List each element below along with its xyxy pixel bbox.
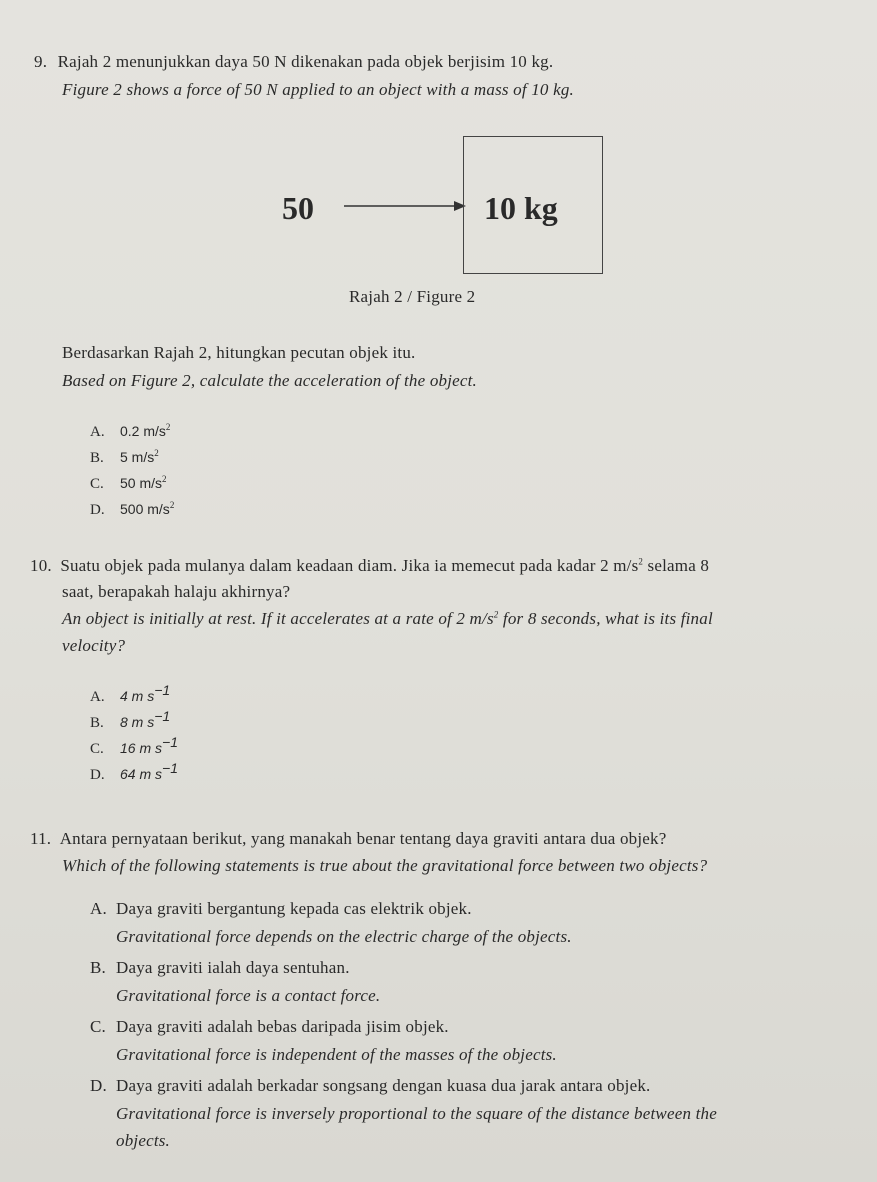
force-label: 50: [282, 190, 314, 226]
q11-text-en: Which of the following statements is true about the gravitational force between two objects?: [62, 856, 708, 875]
option-label: A.: [90, 424, 105, 440]
q11-option-b[interactable]: [90, 958, 350, 978]
option-text-ms: Daya graviti bergantung kepada cas elektrik objek.: [116, 899, 472, 918]
force-arrow-icon: [344, 199, 468, 213]
option-exponent: 2: [169, 500, 175, 510]
q9-prompt-en: Based on Figure 2, calculate the acceleration of the object.: [62, 371, 478, 390]
q10-exp-ms: 2: [638, 556, 644, 567]
q11-text-ms: Antara pernyataan berikut, yang manakah benar tentang daya graviti antara dua objek?: [59, 829, 667, 848]
option-text-ms: Daya graviti ialah daya sentuhan.: [116, 958, 350, 977]
option-exponent: −1: [154, 708, 171, 724]
option-exponent: −1: [162, 760, 178, 776]
q9-option-c[interactable]: [90, 475, 167, 493]
option-exponent: 2: [162, 474, 167, 484]
q10-text-en-b: for 8 seconds, what is its final: [498, 609, 713, 628]
q10-text-ms-b: selama 8: [643, 556, 710, 575]
q11-option-a-en: Gravitational force depends on the electric charge of the objects.: [116, 927, 572, 946]
q9-option-b[interactable]: [90, 449, 159, 467]
option-value: 16 m s: [120, 740, 163, 756]
q11-option-b-en: Gravitational force is a contact force.: [116, 986, 381, 1005]
option-value: 500 m/s: [120, 501, 170, 517]
q10-number: 10.: [30, 556, 52, 575]
q10-option-b[interactable]: [90, 708, 171, 732]
figure-caption-text: Rajah 2 / Figure 2: [349, 287, 476, 306]
option-exponent: 2: [165, 422, 171, 432]
option-value: 64 m s: [120, 766, 163, 782]
q11-option-d-en-1: Gravitational force is inversely proportional to the square of the distance between the: [116, 1104, 717, 1123]
option-exponent: −1: [162, 734, 178, 750]
q11-option-c[interactable]: [90, 1017, 449, 1037]
option-label: C.: [90, 741, 104, 757]
q11-option-a[interactable]: [90, 899, 472, 919]
option-label: A.: [90, 899, 107, 918]
option-exponent: −1: [154, 682, 171, 698]
q9-text-ms: Rajah 2 menunjukkan daya 50 N dikenakan pada objek berjisim 10 kg.: [57, 52, 554, 71]
option-text-ms: Daya graviti adalah berkadar songsang dengan kuasa dua jarak antara objek.: [116, 1076, 651, 1095]
option-value: 50 m/s: [120, 475, 163, 491]
option-text-ms: Daya graviti adalah bebas daripada jisim objek.: [116, 1017, 449, 1036]
q10-line2-ms: saat, berapakah halaju akhirnya?: [62, 582, 291, 601]
option-label: B.: [90, 715, 104, 731]
figure-caption: [349, 287, 475, 307]
q11-number: 11.: [30, 829, 52, 848]
q10-option-d[interactable]: [90, 760, 178, 784]
q9-line-ms: [34, 52, 553, 72]
option-exponent: 2: [154, 448, 159, 458]
q10-line2-en: velocity?: [62, 636, 126, 655]
q10-option-a[interactable]: [90, 682, 171, 706]
option-label: B.: [90, 958, 106, 977]
option-label: D.: [90, 767, 105, 783]
q10-text-ms-a: Suatu objek pada mulanya dalam keadaan diam. Jika ia memecut pada kadar 2 m/s: [60, 556, 639, 575]
option-label: B.: [90, 450, 104, 466]
q10-line1-en: [62, 609, 713, 629]
q10-option-c[interactable]: [90, 734, 178, 758]
option-value: 5 m/s: [120, 449, 155, 465]
option-label: A.: [90, 689, 105, 705]
q11-option-c-en: Gravitational force is independent of the masses of the objects.: [116, 1045, 557, 1064]
q11-option-d[interactable]: [90, 1076, 651, 1096]
q10-line1-ms: [30, 556, 709, 576]
q11-option-d-en-2: objects.: [116, 1131, 171, 1150]
q9-option-a[interactable]: [90, 423, 170, 441]
q10-text-en-a: An object is initially at rest. If it accelerates at a rate of 2 m/s: [62, 609, 494, 628]
q9-number: 9.: [34, 52, 48, 71]
option-label: D.: [90, 1076, 107, 1095]
option-value: 4 m s: [120, 688, 155, 704]
option-label: C.: [90, 1017, 106, 1036]
q10-exp-en: 2: [493, 609, 499, 620]
q9-prompt-ms: Berdasarkan Rajah 2, hitungkan pecutan objek itu.: [62, 343, 416, 362]
option-value: 8 m s: [120, 714, 155, 730]
q9-text-en: Figure 2 shows a force of 50 N applied to an object with a mass of 10 kg.: [62, 80, 574, 99]
q11-line-ms: [30, 829, 667, 849]
option-label: D.: [90, 502, 105, 518]
option-label: C.: [90, 476, 104, 492]
q9-option-d[interactable]: [90, 501, 174, 519]
mass-label: 10 kg: [484, 190, 558, 226]
option-value: 0.2 m/s: [120, 423, 166, 439]
